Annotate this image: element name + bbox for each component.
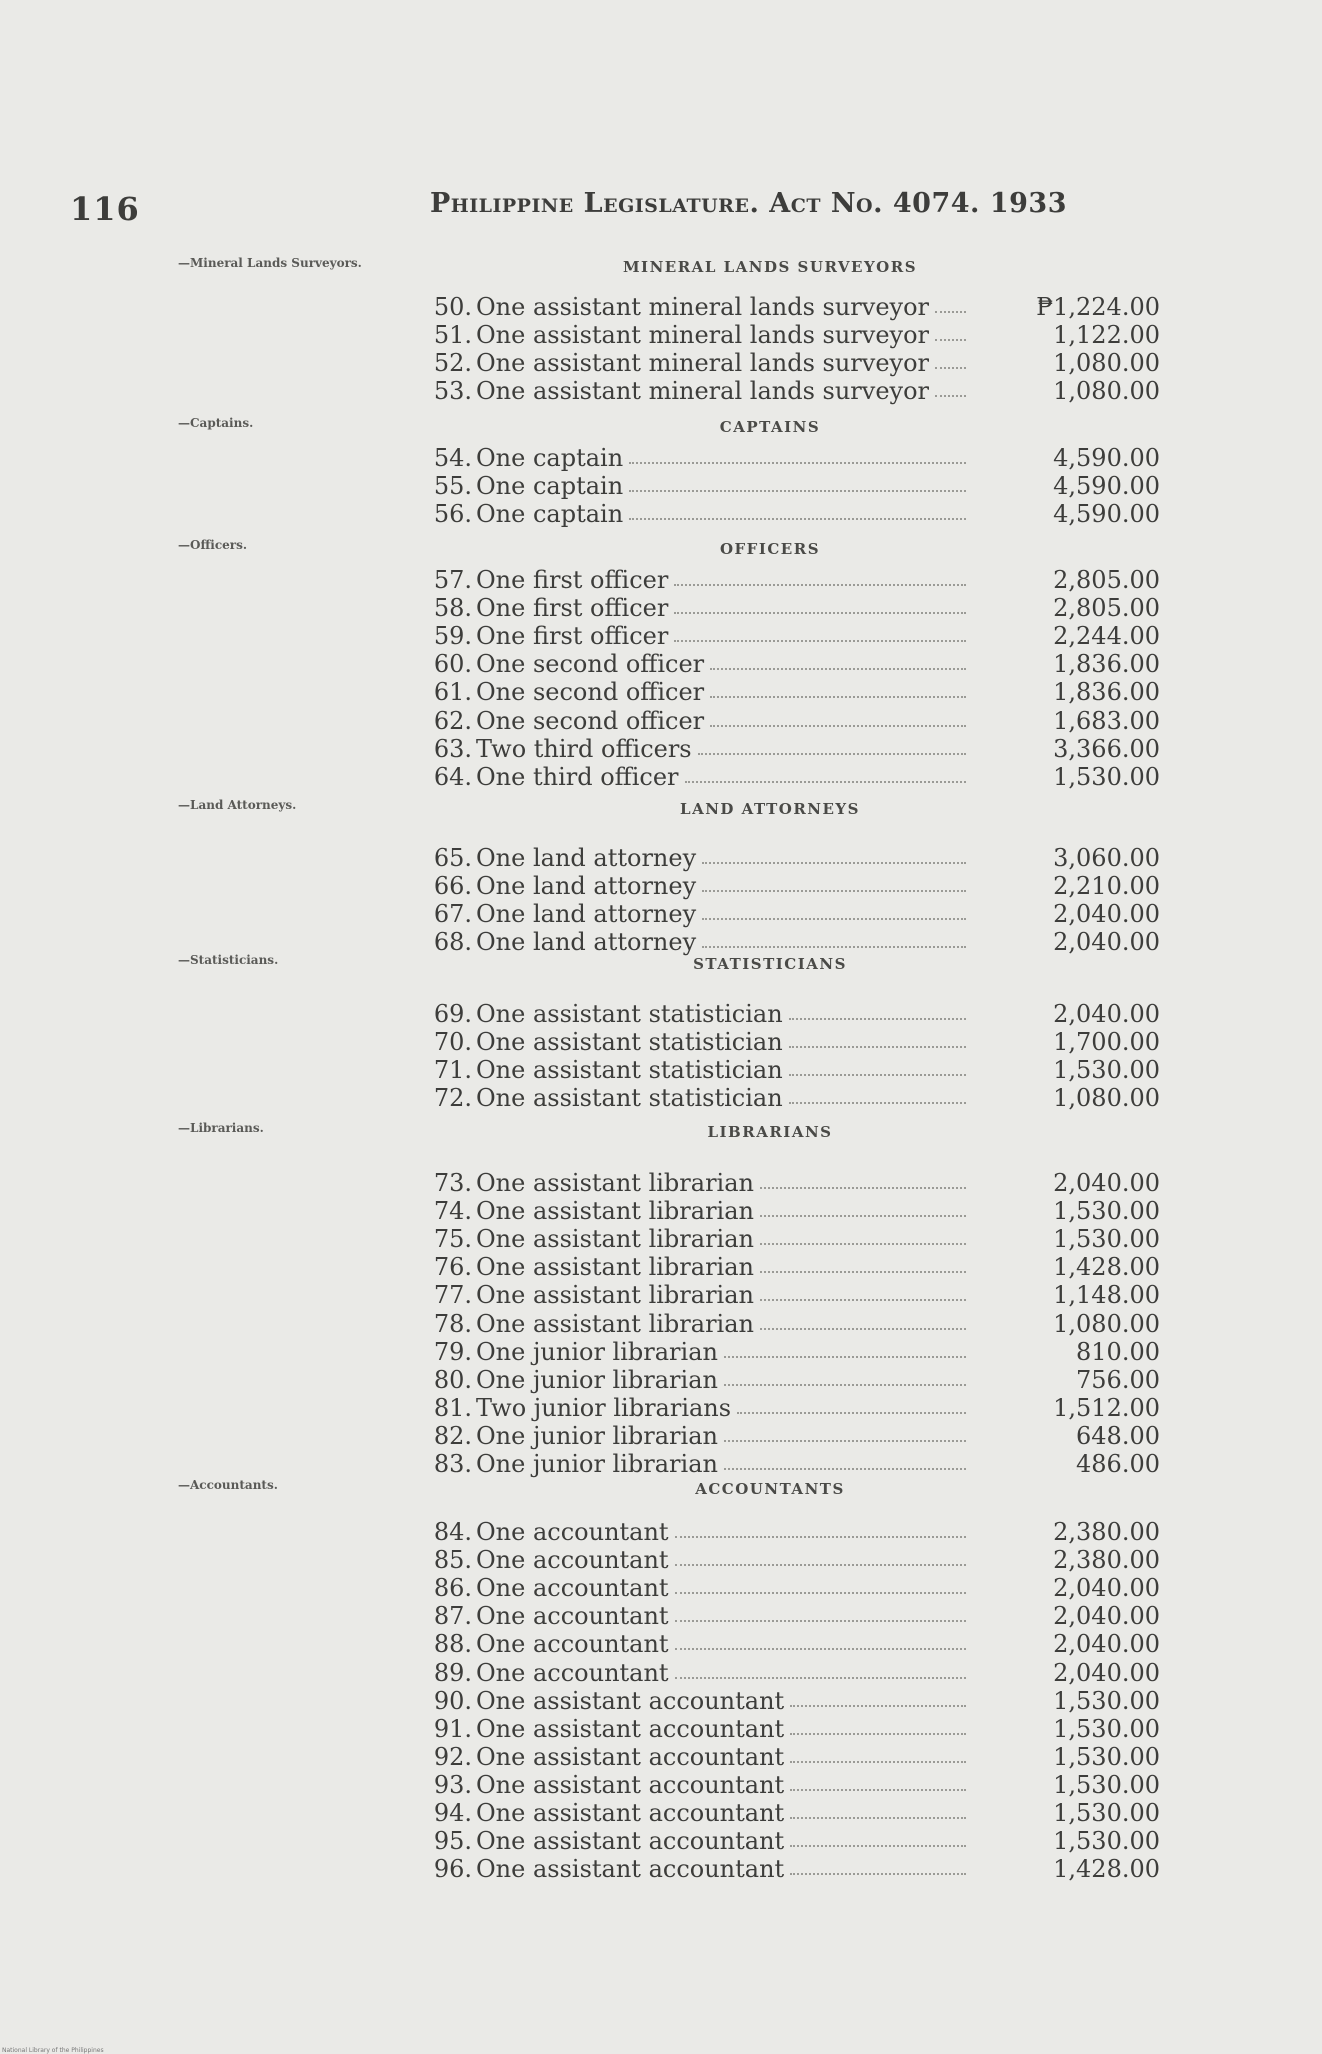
dot-leader — [675, 1630, 966, 1650]
margin-note: —Captains. — [178, 416, 254, 430]
list-item — [420, 444, 1160, 472]
item-amount: 1,530.00 — [1053, 1686, 1160, 1715]
section-heading: LAND ATTORNEYS — [680, 800, 860, 818]
item-amount: 2,040.00 — [1053, 1630, 1160, 1659]
list-item — [420, 928, 1160, 956]
item-description-text: One assistant accountant — [476, 1742, 785, 1771]
list-item — [420, 472, 1160, 500]
item-amount: 3,366.00 — [1053, 734, 1160, 763]
item-description-text: One accountant — [476, 1602, 669, 1631]
item-amount: 1,530.00 — [1053, 1827, 1160, 1856]
item-amount: 1,080.00 — [1053, 1084, 1160, 1113]
item-description-text: One accountant — [476, 1518, 669, 1546]
item-description-text: One assistant librarian — [476, 1169, 754, 1197]
item-number: 93. — [433, 1770, 472, 1799]
margin-note: —Accountants. — [178, 1478, 278, 1492]
margin-note: —Land Attorneys. — [178, 798, 297, 812]
list-item — [420, 1225, 1160, 1253]
dot-leader — [737, 1394, 966, 1414]
item-description — [476, 349, 966, 377]
item-description-text: One assistant librarian — [476, 1309, 754, 1338]
item-amount: 2,805.00 — [1053, 566, 1160, 594]
item-number: 89. — [433, 1658, 472, 1687]
item-description-text: One assistant mineral lands surveyor — [476, 349, 929, 378]
dot-leader — [702, 872, 966, 892]
item-description — [476, 1338, 966, 1366]
dot-leader — [790, 1855, 966, 1875]
item-number: 91. — [433, 1714, 472, 1743]
list-item — [420, 349, 1160, 377]
item-number: 72. — [433, 1084, 472, 1113]
dot-leader — [629, 500, 966, 520]
item-description — [476, 1687, 966, 1715]
item-amount: 2,210.00 — [1053, 872, 1160, 901]
item-description-text: One junior librarian — [476, 1365, 718, 1394]
item-description-text: One accountant — [476, 1574, 669, 1603]
item-number: 86. — [433, 1574, 472, 1603]
item-amount: 1,080.00 — [1053, 377, 1160, 406]
dot-leader — [675, 1518, 966, 1538]
dot-leader — [710, 650, 966, 670]
list-item — [420, 1394, 1160, 1422]
item-amount: 1,683.00 — [1053, 706, 1160, 735]
item-amount: 1,530.00 — [1053, 1799, 1160, 1827]
item-amount: 3,060.00 — [1053, 844, 1160, 872]
list-item — [420, 622, 1160, 650]
item-description-text: One assistant accountant — [476, 1827, 785, 1856]
item-number: 76. — [433, 1253, 472, 1282]
dot-leader — [790, 1799, 966, 1819]
item-amount: 1,530.00 — [1053, 1742, 1160, 1771]
item-number: 57. — [433, 566, 472, 594]
item-description — [476, 1743, 966, 1771]
item-description — [476, 1000, 966, 1028]
item-description — [476, 1225, 966, 1253]
item-number: 87. — [433, 1602, 472, 1631]
list-item — [420, 1827, 1160, 1855]
item-amount: 1,122.00 — [1053, 321, 1160, 350]
item-description-text: One assistant librarian — [476, 1225, 754, 1254]
item-description — [476, 472, 966, 500]
item-number: 74. — [433, 1197, 472, 1226]
dot-leader — [675, 1602, 966, 1622]
item-number: 82. — [433, 1421, 472, 1450]
item-number: 77. — [433, 1281, 472, 1310]
dot-leader — [724, 1366, 966, 1386]
item-description-text: One third officer — [476, 762, 679, 791]
item-description-text: One second officer — [476, 706, 705, 735]
item-description-text: One first officer — [476, 594, 669, 623]
list-item — [420, 1687, 1160, 1715]
item-number: 68. — [433, 928, 472, 957]
list-item — [420, 1715, 1160, 1743]
dot-leader — [724, 1422, 966, 1442]
item-description — [476, 1422, 966, 1450]
item-amount: 2,380.00 — [1053, 1518, 1160, 1546]
item-amount: 4,590.00 — [1053, 500, 1160, 529]
item-description — [476, 735, 966, 763]
item-description-text: One accountant — [476, 1546, 669, 1575]
item-number: 62. — [433, 706, 472, 735]
item-number: 53. — [433, 377, 472, 406]
item-description — [476, 1253, 966, 1281]
item-description — [476, 1602, 966, 1630]
list-item — [420, 321, 1160, 349]
item-description — [476, 622, 966, 650]
item-description — [476, 1056, 966, 1084]
list-item — [420, 1197, 1160, 1225]
footer-note: National Library of the Philippines — [2, 2047, 104, 2054]
item-amount: 1,530.00 — [1053, 1056, 1160, 1085]
dot-leader — [724, 1450, 966, 1470]
dot-leader — [675, 1574, 966, 1594]
dot-leader — [760, 1281, 966, 1301]
item-description-text: One assistant statistician — [476, 1056, 783, 1085]
dot-leader — [702, 844, 966, 864]
item-number: 80. — [433, 1365, 472, 1394]
dot-leader — [790, 1771, 966, 1791]
item-amount: 2,380.00 — [1053, 1546, 1160, 1575]
margin-note: —Librarians. — [178, 1121, 264, 1135]
item-description — [476, 1281, 966, 1309]
list-item — [420, 1422, 1160, 1450]
item-number: 78. — [433, 1309, 472, 1338]
item-description — [476, 1450, 966, 1478]
item-amount: 1,530.00 — [1053, 762, 1160, 791]
item-description — [476, 1630, 966, 1658]
item-description-text: One land attorney — [476, 900, 697, 929]
list-item — [420, 1771, 1160, 1799]
section-heading: MINERAL LANDS SURVEYORS — [622, 258, 918, 276]
item-description — [476, 1310, 966, 1338]
item-description-text: One junior librarian — [476, 1337, 718, 1366]
section-heading: STATISTICIANS — [693, 955, 847, 973]
list-item — [420, 1338, 1160, 1366]
dot-leader — [629, 444, 966, 464]
item-description-text: One assistant statistician — [476, 1028, 783, 1057]
item-number: 56. — [433, 500, 472, 529]
item-amount: 1,700.00 — [1053, 1028, 1160, 1057]
item-description — [476, 1366, 966, 1394]
item-number: 90. — [433, 1686, 472, 1715]
item-description — [476, 444, 966, 472]
item-description — [476, 650, 966, 678]
item-number: 73. — [433, 1169, 472, 1197]
item-amount: 1,512.00 — [1053, 1393, 1160, 1422]
list-item — [420, 1281, 1160, 1309]
list-item — [420, 678, 1160, 706]
dot-leader — [685, 763, 967, 783]
item-number: 84. — [433, 1518, 472, 1546]
item-description-text: One accountant — [476, 1658, 669, 1687]
dot-leader — [702, 900, 966, 920]
list-item — [420, 1028, 1160, 1056]
list-item — [420, 566, 1160, 594]
item-description-text: One land attorney — [476, 928, 697, 957]
dot-leader — [935, 293, 966, 313]
dot-leader — [935, 321, 966, 341]
item-description — [476, 1518, 966, 1546]
dot-leader — [790, 1743, 966, 1763]
item-description — [476, 1574, 966, 1602]
item-description — [476, 900, 966, 928]
item-description-text: One assistant accountant — [476, 1770, 785, 1799]
list-item — [420, 1659, 1160, 1687]
item-number: 69. — [433, 1000, 472, 1028]
item-description — [476, 928, 966, 956]
item-description — [476, 1084, 966, 1112]
item-amount: 1,530.00 — [1053, 1225, 1160, 1254]
item-description-text: One accountant — [476, 1630, 669, 1659]
dot-leader — [789, 1084, 966, 1104]
item-number: 60. — [433, 650, 472, 679]
item-description — [476, 1827, 966, 1855]
dot-leader — [790, 1687, 966, 1707]
item-description-text: One land attorney — [476, 844, 697, 872]
item-description-text: One captain — [476, 444, 624, 472]
item-description — [476, 321, 966, 349]
item-amount: 810.00 — [1076, 1337, 1160, 1366]
item-amount: 4,590.00 — [1053, 444, 1160, 472]
item-amount: 2,040.00 — [1053, 928, 1160, 957]
dot-leader — [702, 928, 966, 948]
list-item — [420, 735, 1160, 763]
item-description — [476, 1197, 966, 1225]
list-item — [420, 1799, 1160, 1827]
list-item — [420, 377, 1160, 405]
item-amount: ₱1,224.00 — [1036, 293, 1160, 321]
item-description-text: One assistant mineral lands surveyor — [476, 293, 929, 321]
list-item — [420, 900, 1160, 928]
item-description-text: One second officer — [476, 650, 705, 679]
item-amount: 1,148.00 — [1053, 1281, 1160, 1310]
item-amount: 2,040.00 — [1053, 1574, 1160, 1603]
dot-leader — [675, 1546, 966, 1566]
margin-note: —Officers. — [178, 538, 248, 552]
list-item — [420, 1169, 1160, 1197]
item-number: 85. — [433, 1546, 472, 1575]
dot-leader — [789, 1056, 966, 1076]
list-item — [420, 1574, 1160, 1602]
item-amount: 1,836.00 — [1053, 678, 1160, 707]
list-item — [420, 844, 1160, 872]
item-description-text: One captain — [476, 472, 624, 501]
dot-leader — [789, 1028, 966, 1048]
item-description — [476, 763, 966, 791]
item-description — [476, 500, 966, 528]
list-item — [420, 1253, 1160, 1281]
page-number: 116 — [70, 190, 140, 228]
item-amount: 648.00 — [1076, 1421, 1160, 1450]
item-description-text: One first officer — [476, 622, 669, 651]
dot-leader — [935, 349, 966, 369]
item-amount: 1,428.00 — [1053, 1253, 1160, 1282]
dot-leader — [724, 1338, 966, 1358]
list-item — [420, 1743, 1160, 1771]
item-number: 67. — [433, 900, 472, 929]
list-item — [420, 1000, 1160, 1028]
item-number: 58. — [433, 594, 472, 623]
list-item — [420, 1855, 1160, 1883]
list-item — [420, 1056, 1160, 1084]
item-number: 55. — [433, 472, 472, 501]
list-item — [420, 650, 1160, 678]
list-item — [420, 1630, 1160, 1658]
item-number: 70. — [433, 1028, 472, 1057]
item-amount: 2,040.00 — [1053, 1169, 1160, 1197]
dot-leader — [760, 1197, 966, 1217]
list-item — [420, 763, 1160, 791]
item-description — [476, 844, 966, 872]
item-amount: 2,805.00 — [1053, 594, 1160, 623]
dot-leader — [760, 1225, 966, 1245]
list-item — [420, 1084, 1160, 1112]
item-description-text: One assistant accountant — [476, 1686, 785, 1715]
dot-leader — [674, 594, 966, 614]
dot-leader — [760, 1169, 966, 1189]
item-number: 94. — [433, 1799, 472, 1827]
section-heading: CAPTAINS — [719, 418, 821, 436]
item-description-text: One land attorney — [476, 872, 697, 901]
list-item — [420, 500, 1160, 528]
item-amount: 486.00 — [1076, 1450, 1160, 1478]
dot-leader — [760, 1310, 966, 1330]
item-description — [476, 1394, 966, 1422]
item-amount: 2,244.00 — [1053, 622, 1160, 651]
dot-leader — [710, 707, 966, 727]
item-description-text: One second officer — [476, 678, 705, 707]
item-description-text: One assistant accountant — [476, 1855, 785, 1884]
item-description — [476, 594, 966, 622]
item-amount: 2,040.00 — [1053, 1000, 1160, 1028]
dot-leader — [790, 1827, 966, 1847]
item-number: 61. — [433, 678, 472, 707]
item-amount: 1,428.00 — [1053, 1855, 1160, 1884]
item-amount: 1,836.00 — [1053, 650, 1160, 679]
item-description-text: Two third officers — [476, 734, 692, 763]
item-description-text: One assistant librarian — [476, 1281, 754, 1310]
item-description — [476, 872, 966, 900]
item-description — [476, 678, 966, 706]
dot-leader — [935, 377, 966, 397]
item-amount: 1,530.00 — [1053, 1770, 1160, 1799]
dot-leader — [710, 678, 966, 698]
item-amount: 1,530.00 — [1053, 1714, 1160, 1743]
item-number: 71. — [433, 1056, 472, 1085]
margin-note: —Mineral Lands Surveyors. — [178, 256, 362, 270]
list-item — [420, 1518, 1160, 1546]
dot-leader — [675, 1659, 966, 1679]
item-number: 64. — [433, 762, 472, 791]
item-amount: 2,040.00 — [1053, 1658, 1160, 1687]
item-number: 50. — [433, 293, 472, 321]
list-item — [420, 707, 1160, 735]
list-item — [420, 594, 1160, 622]
item-number: 83. — [433, 1450, 472, 1478]
item-description — [476, 377, 966, 405]
dot-leader — [760, 1253, 966, 1273]
item-number: 75. — [433, 1225, 472, 1254]
list-item — [420, 1366, 1160, 1394]
item-number: 95. — [433, 1827, 472, 1856]
item-amount: 1,080.00 — [1053, 1309, 1160, 1338]
list-item — [420, 1450, 1160, 1478]
list-item — [420, 1310, 1160, 1338]
item-number: 65. — [433, 844, 472, 872]
item-description — [476, 1028, 966, 1056]
running-head: Philippine Legislature. Act No. 4074. 1933 — [430, 188, 1067, 219]
list-item — [420, 1546, 1160, 1574]
dot-leader — [790, 1715, 966, 1735]
item-number: 79. — [433, 1337, 472, 1366]
item-description — [476, 1799, 966, 1827]
list-item — [420, 1602, 1160, 1630]
item-description-text: One assistant statistician — [476, 1000, 783, 1028]
item-number: 52. — [433, 349, 472, 378]
item-number: 81. — [433, 1393, 472, 1422]
item-number: 66. — [433, 872, 472, 901]
item-description — [476, 1771, 966, 1799]
item-description — [476, 566, 966, 594]
item-amount: 1,530.00 — [1053, 1197, 1160, 1226]
list-item — [420, 293, 1160, 321]
item-description — [476, 1715, 966, 1743]
item-description — [476, 1659, 966, 1687]
item-amount: 756.00 — [1076, 1365, 1160, 1394]
item-description-text: Two junior librarians — [476, 1393, 732, 1422]
item-description-text: One first officer — [476, 566, 669, 594]
list-item — [420, 872, 1160, 900]
item-number: 92. — [433, 1742, 472, 1771]
item-number: 59. — [433, 622, 472, 651]
item-number: 96. — [433, 1855, 472, 1884]
item-description — [476, 707, 966, 735]
item-description-text: One assistant mineral lands surveyor — [476, 321, 929, 350]
item-description — [476, 293, 966, 321]
item-description-text: One junior librarian — [476, 1450, 718, 1478]
item-number: 54. — [433, 444, 472, 472]
item-amount: 1,080.00 — [1053, 349, 1160, 378]
item-description-text: One captain — [476, 500, 624, 529]
section-heading: OFFICERS — [719, 540, 821, 558]
item-amount: 2,040.00 — [1053, 1602, 1160, 1631]
item-description — [476, 1169, 966, 1197]
margin-note: —Statisticians. — [178, 953, 279, 967]
item-description — [476, 1855, 966, 1883]
item-description-text: One assistant librarian — [476, 1253, 754, 1282]
item-description-text: One assistant accountant — [476, 1714, 785, 1743]
item-amount: 2,040.00 — [1053, 900, 1160, 929]
item-description — [476, 1546, 966, 1574]
dot-leader — [674, 566, 966, 586]
item-amount: 4,590.00 — [1053, 472, 1160, 501]
dot-leader — [629, 472, 966, 492]
item-description-text: One assistant mineral lands surveyor — [476, 377, 929, 406]
item-number: 63. — [433, 734, 472, 763]
section-heading: ACCOUNTANTS — [695, 1480, 845, 1498]
item-description-text: One assistant accountant — [476, 1799, 785, 1827]
dot-leader — [789, 1000, 966, 1020]
item-description-text: One assistant statistician — [476, 1084, 783, 1113]
dot-leader — [674, 622, 966, 642]
item-number: 51. — [433, 321, 472, 350]
section-heading: LIBRARIANS — [707, 1123, 833, 1141]
item-description-text: One junior librarian — [476, 1421, 718, 1450]
dot-leader — [698, 735, 966, 755]
item-description-text: One assistant librarian — [476, 1197, 754, 1226]
item-number: 88. — [433, 1630, 472, 1659]
